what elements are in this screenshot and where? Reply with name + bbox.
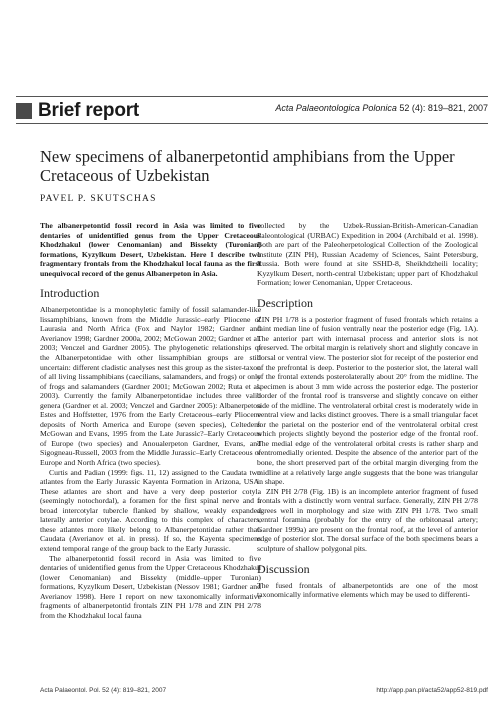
journal-name: Acta Palaeontologica Polonica — [275, 103, 397, 113]
section-label — [16, 98, 139, 124]
footer-citation: Acta Palaeontol. Pol. 52 (4): 819–821, 2007 — [40, 687, 167, 694]
introduction-heading: Introduction — [40, 286, 100, 301]
section-square-icon — [16, 103, 32, 119]
description-heading: Description — [257, 295, 313, 310]
description-paragraph-1: ZIN PH 1/78 is a posterior fragment of fused frontals which retains a faint median line of fusion ventrally near the posterior edge (Fig. 1A). The anterior part with internasal process and anterior slots is not preserved. The orbital margin is relatively short and slightly concave in dorsal or ventral view. The posterior slot for receipt of the posterior end of the prefrontal is deep. Posterior to the posterior slot, the lateral wall of the frontal extends posterolaterally about 20° from the midline. The specimen is about 3 mm wide across the posterior edge. The posterior border of the frontal roof is transverse and slightly concave on either side of the midline. The ventrolateral orbital crest is moderately wide in ventral view and lacks distinct grooves. There is a small triangular facet for the parietal on the posterior end of the ventrolateral orbital crest which projects slightly beyond the posterior edge of the frontal roof. The medial edge of the ventrolateral orbital crests is rather sharp and ventromedially oriented. Despite the absence of the anterior part of the bone, the short preserved part of the orbital margin diverging from the midline at a relatively large angle suggests that the bone was triangular in shape. — [257, 314, 479, 487]
right-column — [257, 221, 478, 600]
introduction-continuation: collected by the Uzbek-Russian-British-American-Canadian Paleontological (URBAC) Expedition in 2004 (Archibald et al. 1998). Both are part of the Paleoherpetological Collection of the Zoological Institute (ZIN PH), Russian Academy of Sciences, Saint Petersburg, Russia. Both were found at site SSHD-8, Sheikhdzheili locality; Kyzylkum Desert, north-central Uzbekistan; upper part of Khodzhakul Formation; lower Cenomanian, Upper Cretaceous. — [257, 221, 478, 288]
discussion-paragraph-1: The fused frontals of albanerpetontids are one of the most taxonomically informative elements which may be used to differenti- — [257, 580, 478, 600]
article-author: PAVEL P. SKUTSCHAS — [40, 194, 157, 204]
discussion-heading: Discussion — [257, 561, 310, 576]
abstract: The albanerpetontid fossil record in Asia was limited to five dentaries of unidentified genus from the Upper Cretaceous Khodzhakul (lower Cenomanian) and Bissekty (Turonian) formations, Kyzylkum Desert, Uzbekistan. Here I describe two fragmentary frontals from the Khodzhakul local fauna as the first unequivocal record of the genus Albanerpeton in Asia. — [40, 221, 261, 278]
introduction-paragraph-3: The albanerpetontid fossil record in Asia was limited to five dentaries of unidentified genus from the Upper Cretaceous Khodzhakul (lower Cenomanian) and Bissekty (middle–upper Turonian) formations, Kyzylkum Desert, Uzbekistan (Nessov 1981; Gardner and Averianov 1998). Here I report on new taxonomically informative fragments of albanerpetontid frontals ZIN PH 1/78 and ZIN PH 2/78 from the Khodzhakul local fauna — [40, 553, 261, 620]
introduction-paragraph-2: Curtis and Padian (1999: figs. 11, 12) assigned to the Caudata two atlantes from the Early Jurassic Kayenta Formation in Arizona, USA. These atlantes are short and have a very deep posterior cotyla (seemingly notochordal), a foramen for the first spinal nerve and a broad intercotylar tubercle flanked by shallow, weakly expanded laterally anterior cotylae. According to this complex of characters, these atlantes more likely belong to Albanerpetontidae rather than Caudata (Averianov et al. in press). If so, the Kayenta specimens extend temporal range of the group back to the Early Jurassic. — [40, 467, 261, 553]
left-column — [40, 221, 261, 620]
header-rule-bottom — [16, 123, 488, 124]
brief-report-label: Brief report — [38, 100, 140, 121]
description-paragraph-2: ZIN PH 2/78 (Fig. 1B) is an incomplete anterior fragment of fused frontals with a distinctly worn ventral surface. Generally, ZIN PH 2/78 agrees well in morphology and size with ZIN PH 1/78. Two small ventral foramina (probably for the entry of the orbitonasal artery; Gardner 1999a) are present on the frontal roof, at the level of anterior edge of posterior slot. The dorsal surface of the both specimens bears a sculpture of shallow polygonal pits. — [257, 486, 478, 553]
journal-issue: 52 (4): 819–821, 2007 — [399, 103, 488, 113]
introduction-paragraph-1: Albanerpetontidae is a monophyletic family of fossil salamander-like lissamphibians, known from the Middle Jurassic–early Pliocene of Laurasia and North Africa (Fox and Naylor 1982; Gardner and Averianov 1998; Gardner 2000a, 2002; McGowan 2002; Gardner et al. 2003; Venczel and Gardner 2005). The phylogenetic relationships of the Albanerpetontidae with other lissamphibian groups are still uncertain: different cladistic analyses nest this group as the sister-taxon of all living lissamphibians (caecilians, salamanders, and frogs) or only of frogs and salamanders (Gardner 2001; McGowan 2002; Ruta et al. 2003). Currently the family Albanerpetontidae includes three valid genera (Gardner et al. 2003; Venczel and Gardner 2005): Albanerpeton Estes and Hoffstetter, 1976 from the Early Cretaceous–early Pliocene deposits of North America and Europe (seven species), Celtedens McGowan and Evans, 1995 from the Late Jurassic?–Early Cretaceous of Europe (two species) and Anoualerpeton Gardner, Evans, and Sigogneau-Russell, 2003 from the Middle Jurassic–Early Cretaceous of Europe and North Africa (two species). — [40, 305, 261, 468]
header-rule-top — [16, 96, 488, 97]
footer-url[interactable]: http://app.pan.pl/acta52/app52-819.pdf — [376, 687, 488, 694]
journal-reference — [275, 103, 488, 113]
article-title: New specimens of albanerpetontid amphibians from the Upper Cretaceous of Uzbekistan — [40, 147, 455, 185]
